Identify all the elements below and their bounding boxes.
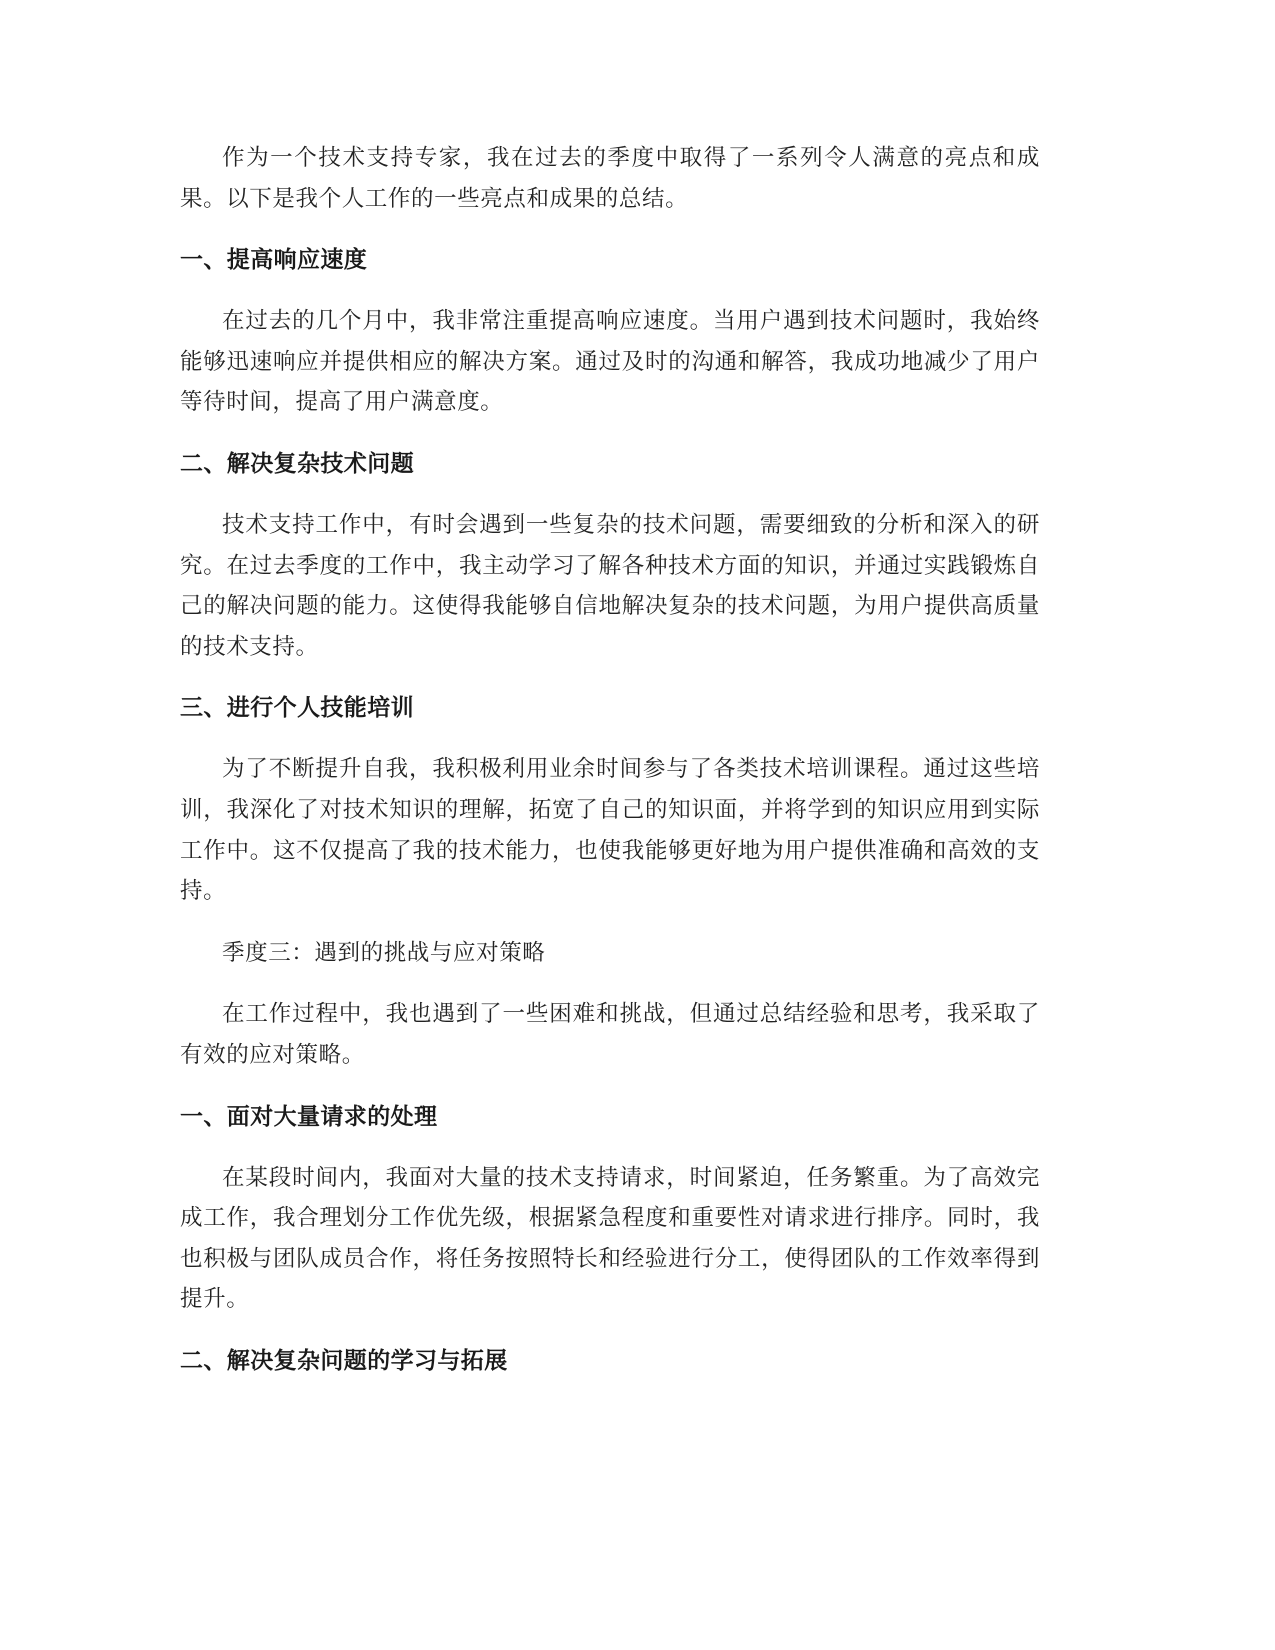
- heading-skill-training: 三、进行个人技能培训: [180, 695, 414, 722]
- heading-complex-problems: 二、解决复杂技术问题: [180, 450, 414, 477]
- document-page: [180, 138, 1040, 1381]
- paragraph-complex-problems: 技术支持工作中，有时会遇到一些复杂的技术问题，需要细致的分析和深入的研究。在过去季度的工作中，我主动学习了解各种技术方面的知识，并通过实践锻炼自己的解决问题的能力。这使得我能够自信地解决复杂的技术问题，为用户提供高质量的技术支持。: [180, 511, 1040, 660]
- intro-paragraph: 作为一个技术支持专家，我在过去的季度中取得了一系列令人满意的亮点和成果。以下是我个人工作的一些亮点和成果的总结。: [180, 145, 1040, 212]
- paragraph-improve-response: 在过去的几个月中，我非常注重提高响应速度。当用户遇到技术问题时，我始终能够迅速响应并提供相应的解决方案。通过及时的沟通和解答，我成功地减少了用户等待时间，提高了用户满意度。: [180, 308, 1040, 416]
- section-title: 季度三：遇到的挑战与应对策略: [222, 939, 546, 966]
- heading-improve-response: 一、提高响应速度: [180, 247, 368, 274]
- heading-learning-expansion: 二、解决复杂问题的学习与拓展: [180, 1347, 508, 1374]
- paragraph-high-volume: 在某段时间内，我面对大量的技术支持请求，时间紧迫，任务繁重。为了高效完成工作，我合理划分工作优先级，根据紧急程度和重要性对请求进行排序。同时，我也积极与团队成员合作，将任务按照特长和经验进行分工，使得团队的工作效率得到提升。: [180, 1164, 1040, 1313]
- paragraph-challenges-intro: 在工作过程中，我也遇到了一些困难和挑战，但通过总结经验和思考，我采取了有效的应对策略。: [180, 1001, 1040, 1068]
- heading-high-volume: 一、面对大量请求的处理: [180, 1103, 438, 1130]
- paragraph-skill-training: 为了不断提升自我，我积极利用业余时间参与了各类技术培训课程。通过这些培训，我深化了对技术知识的理解，拓宽了自己的知识面，并将学到的知识应用到实际工作中。这不仅提高了我的技术能力，也使我能够更好地为用户提供准确和高效的支持。: [180, 756, 1040, 905]
